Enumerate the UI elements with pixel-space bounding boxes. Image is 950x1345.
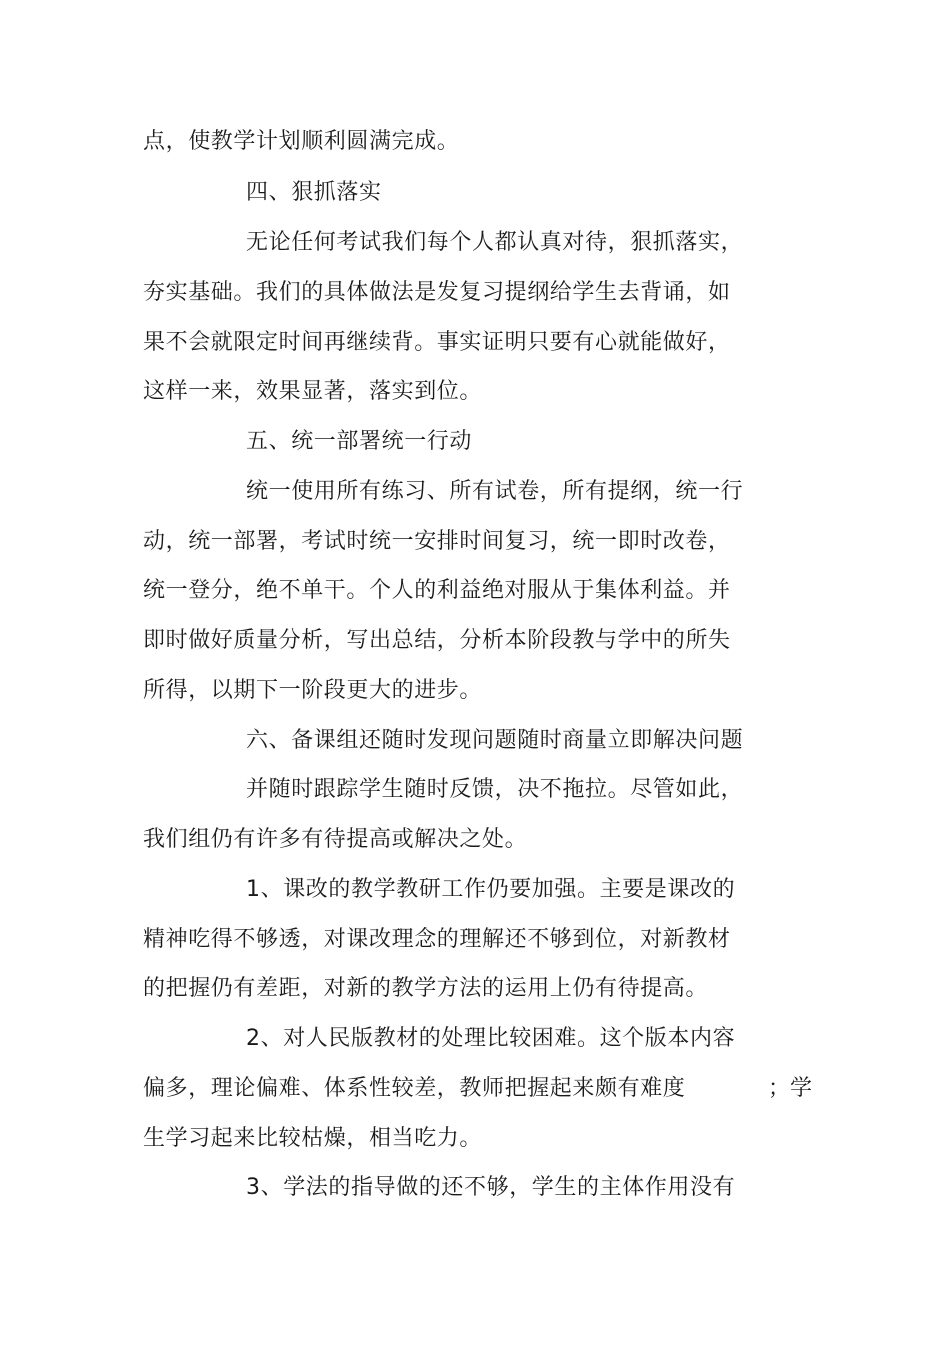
text-line: 偏多，理论偏难、体系性较差，教师把握起来颇有难度 [143,1076,686,1101]
text-line: 精神吃得不够透，对课改理念的理解还不够到位，对新教材 [143,927,731,952]
text-line: 我们组仍有许多有待提高或解决之处。 [143,827,528,852]
text-line: 果不会就限定时间再继续背。事实证明只要有心就能做好， [143,330,731,355]
text-line: 动，统一部署，考试时统一安排时间复习，统一即时改卷， [143,529,731,554]
text-line: 生学习起来比较枯燥，相当吃力。 [143,1126,483,1151]
text-line: 1、课改的教学教研工作仍要加强。主要是课改的 [246,877,736,902]
text-line-fragment: ；学 [768,1076,813,1101]
section-heading: 四、狠抓落实 [246,180,382,205]
text-line: 并随时跟踪学生随时反馈，决不拖拉。尽管如此， [246,777,744,802]
text-line: 所得，以期下一阶段更大的进步。 [143,678,483,703]
text-line: 统一登分，绝不单干。个人的利益绝对服从于集体利益。并 [143,578,731,603]
section-heading: 五、统一部署统一行动 [246,429,473,454]
text-line: 的把握仍有差距，对新的教学方法的运用上仍有待提高。 [143,976,709,1001]
text-line: 这样一来，效果显著，落实到位。 [143,379,483,404]
text-line: 夯实基础。我们的具体做法是发复习提纲给学生去背诵，如 [143,280,731,305]
text-line: 即时做好质量分析，写出总结，分析本阶段教与学中的所失 [143,628,731,653]
text-line: 3、学法的指导做的还不够，学生的主体作用没有 [246,1175,736,1200]
text-line: 统一使用所有练习、所有试卷，所有提纲，统一行 [246,479,744,504]
text-line: 无论任何考试我们每个人都认真对待，狠抓落实， [246,230,744,255]
text-line: 2、对人民版教材的处理比较困难。这个版本内容 [246,1026,736,1051]
text-line: 点，使教学计划顺利圆满完成。 [143,129,460,154]
section-heading: 六、备课组还随时发现问题随时商量立即解决问题 [246,728,744,753]
